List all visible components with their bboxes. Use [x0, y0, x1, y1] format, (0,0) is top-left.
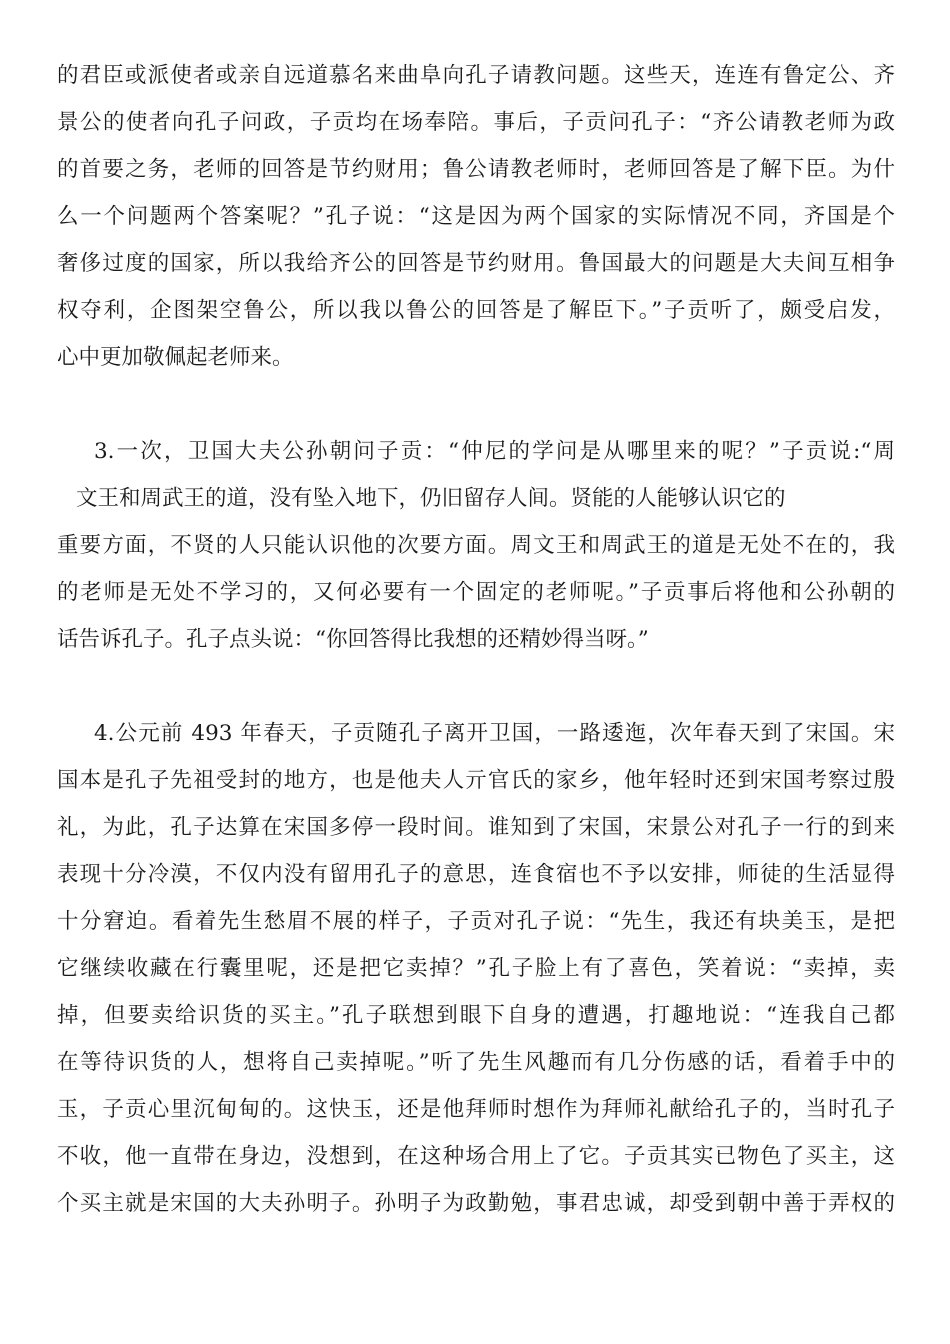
paragraph-3: [57, 710, 895, 1227]
text-line: 国本是孔子先祖受封的地方，也是他夫人亓官氏的家乡，他年轻时还到宋国考察过殷: [57, 768, 895, 793]
text-line: 的君臣或派使者或亲自远道慕名来曲阜向孔子请教问题。这些天，连连有鲁定公、齐: [57, 63, 895, 88]
text-line: 奢侈过度的国家，所以我给齐公的回答是节约财用。鲁国最大的问题是大夫间互相争: [57, 251, 895, 276]
text-line: 礼，为此，孔子达算在宋国多停一段时间。谁知到了宋国，宋景公对孔子一行的到来: [57, 815, 895, 840]
paragraph-gap: [57, 381, 895, 428]
text-line: 么一个问题两个答案呢？”孔子说：“这是因为两个国家的实际情况不同，齐国是个: [57, 204, 895, 229]
text-line: 个买主就是宋国的大夫孙明子。孙明子为政勤勉，事君忠诚，却受到朝中善于弄权的: [57, 1191, 895, 1216]
text-line: 心中更加敬佩起老师来。: [57, 345, 294, 370]
text-line: 它继续收藏在行囊里呢，还是把它卖掉？”孔子脸上有了喜色，笑着说：“卖掉，卖: [57, 956, 895, 981]
text-line: 掉，但要卖给识货的买主。”孔子联想到眼下自身的遭遇，打趣地说：“连我自己都: [57, 1003, 895, 1028]
paragraph-2: [57, 428, 895, 663]
text-line: 重要方面，不贤的人只能认识他的次要方面。周文王和周武王的道是无处不在的，我: [57, 533, 895, 558]
text-line: 话告诉孔子。孔子点头说：“你回答得比我想的还精妙得当呀。”: [57, 627, 649, 652]
text-line: 十分窘迫。看着先生愁眉不展的样子，子贡对孔子说：“先生，我还有块美玉，是把: [57, 909, 895, 934]
text-line: 的老师是无处不学习的，又何必要有一个固定的老师呢。”子贡事后将他和公孙朝的: [57, 580, 895, 605]
text-line: 景公的使者向孔子问政，子贡均在场奉陪。事后，子贡问孔子：“齐公请教老师为政: [57, 110, 895, 135]
paragraph-1: [57, 52, 895, 381]
text-line: 在等待识货的人，想将自己卖掉呢。”听了先生风趣而有几分伤感的话，看着手中的: [57, 1050, 895, 1075]
text-line: 4.公元前 493 年春天，子贡随孔子离开卫国，一路逶迤，次年春天到了宋国。宋: [94, 721, 895, 746]
text-line: 3.一次，卫国大夫公孙朝问子贡：“仲尼的学问是从哪里来的呢？”子贡说:“周: [94, 439, 895, 464]
text-line: 文王和周武王的道，没有坠入地下，仍旧留存人间。贤能的人能够认识它的: [76, 486, 786, 511]
text-line: 玉，子贡心里沉甸甸的。这快玉，还是他拜师时想作为拜师礼献给孔子的，当时孔子: [57, 1097, 895, 1122]
paragraph-gap: [57, 663, 895, 710]
text-line: 权夺利，企图架空鲁公，所以我以鲁公的回答是了解臣下。”子贡听了，颇受启发，: [57, 298, 895, 323]
text-line: 不收，他一直带在身边，没想到，在这种场合用上了它。子贡其实已物色了买主，这: [57, 1144, 895, 1169]
text-line: 表现十分冷漠，不仅内没有留用孔子的意思，连食宿也不予以安排，师徒的生活显得: [57, 862, 895, 887]
document-page: [57, 52, 895, 1227]
text-line: 的首要之务，老师的回答是节约财用；鲁公请教老师时，老师回答是了解下臣。为什: [57, 157, 895, 182]
